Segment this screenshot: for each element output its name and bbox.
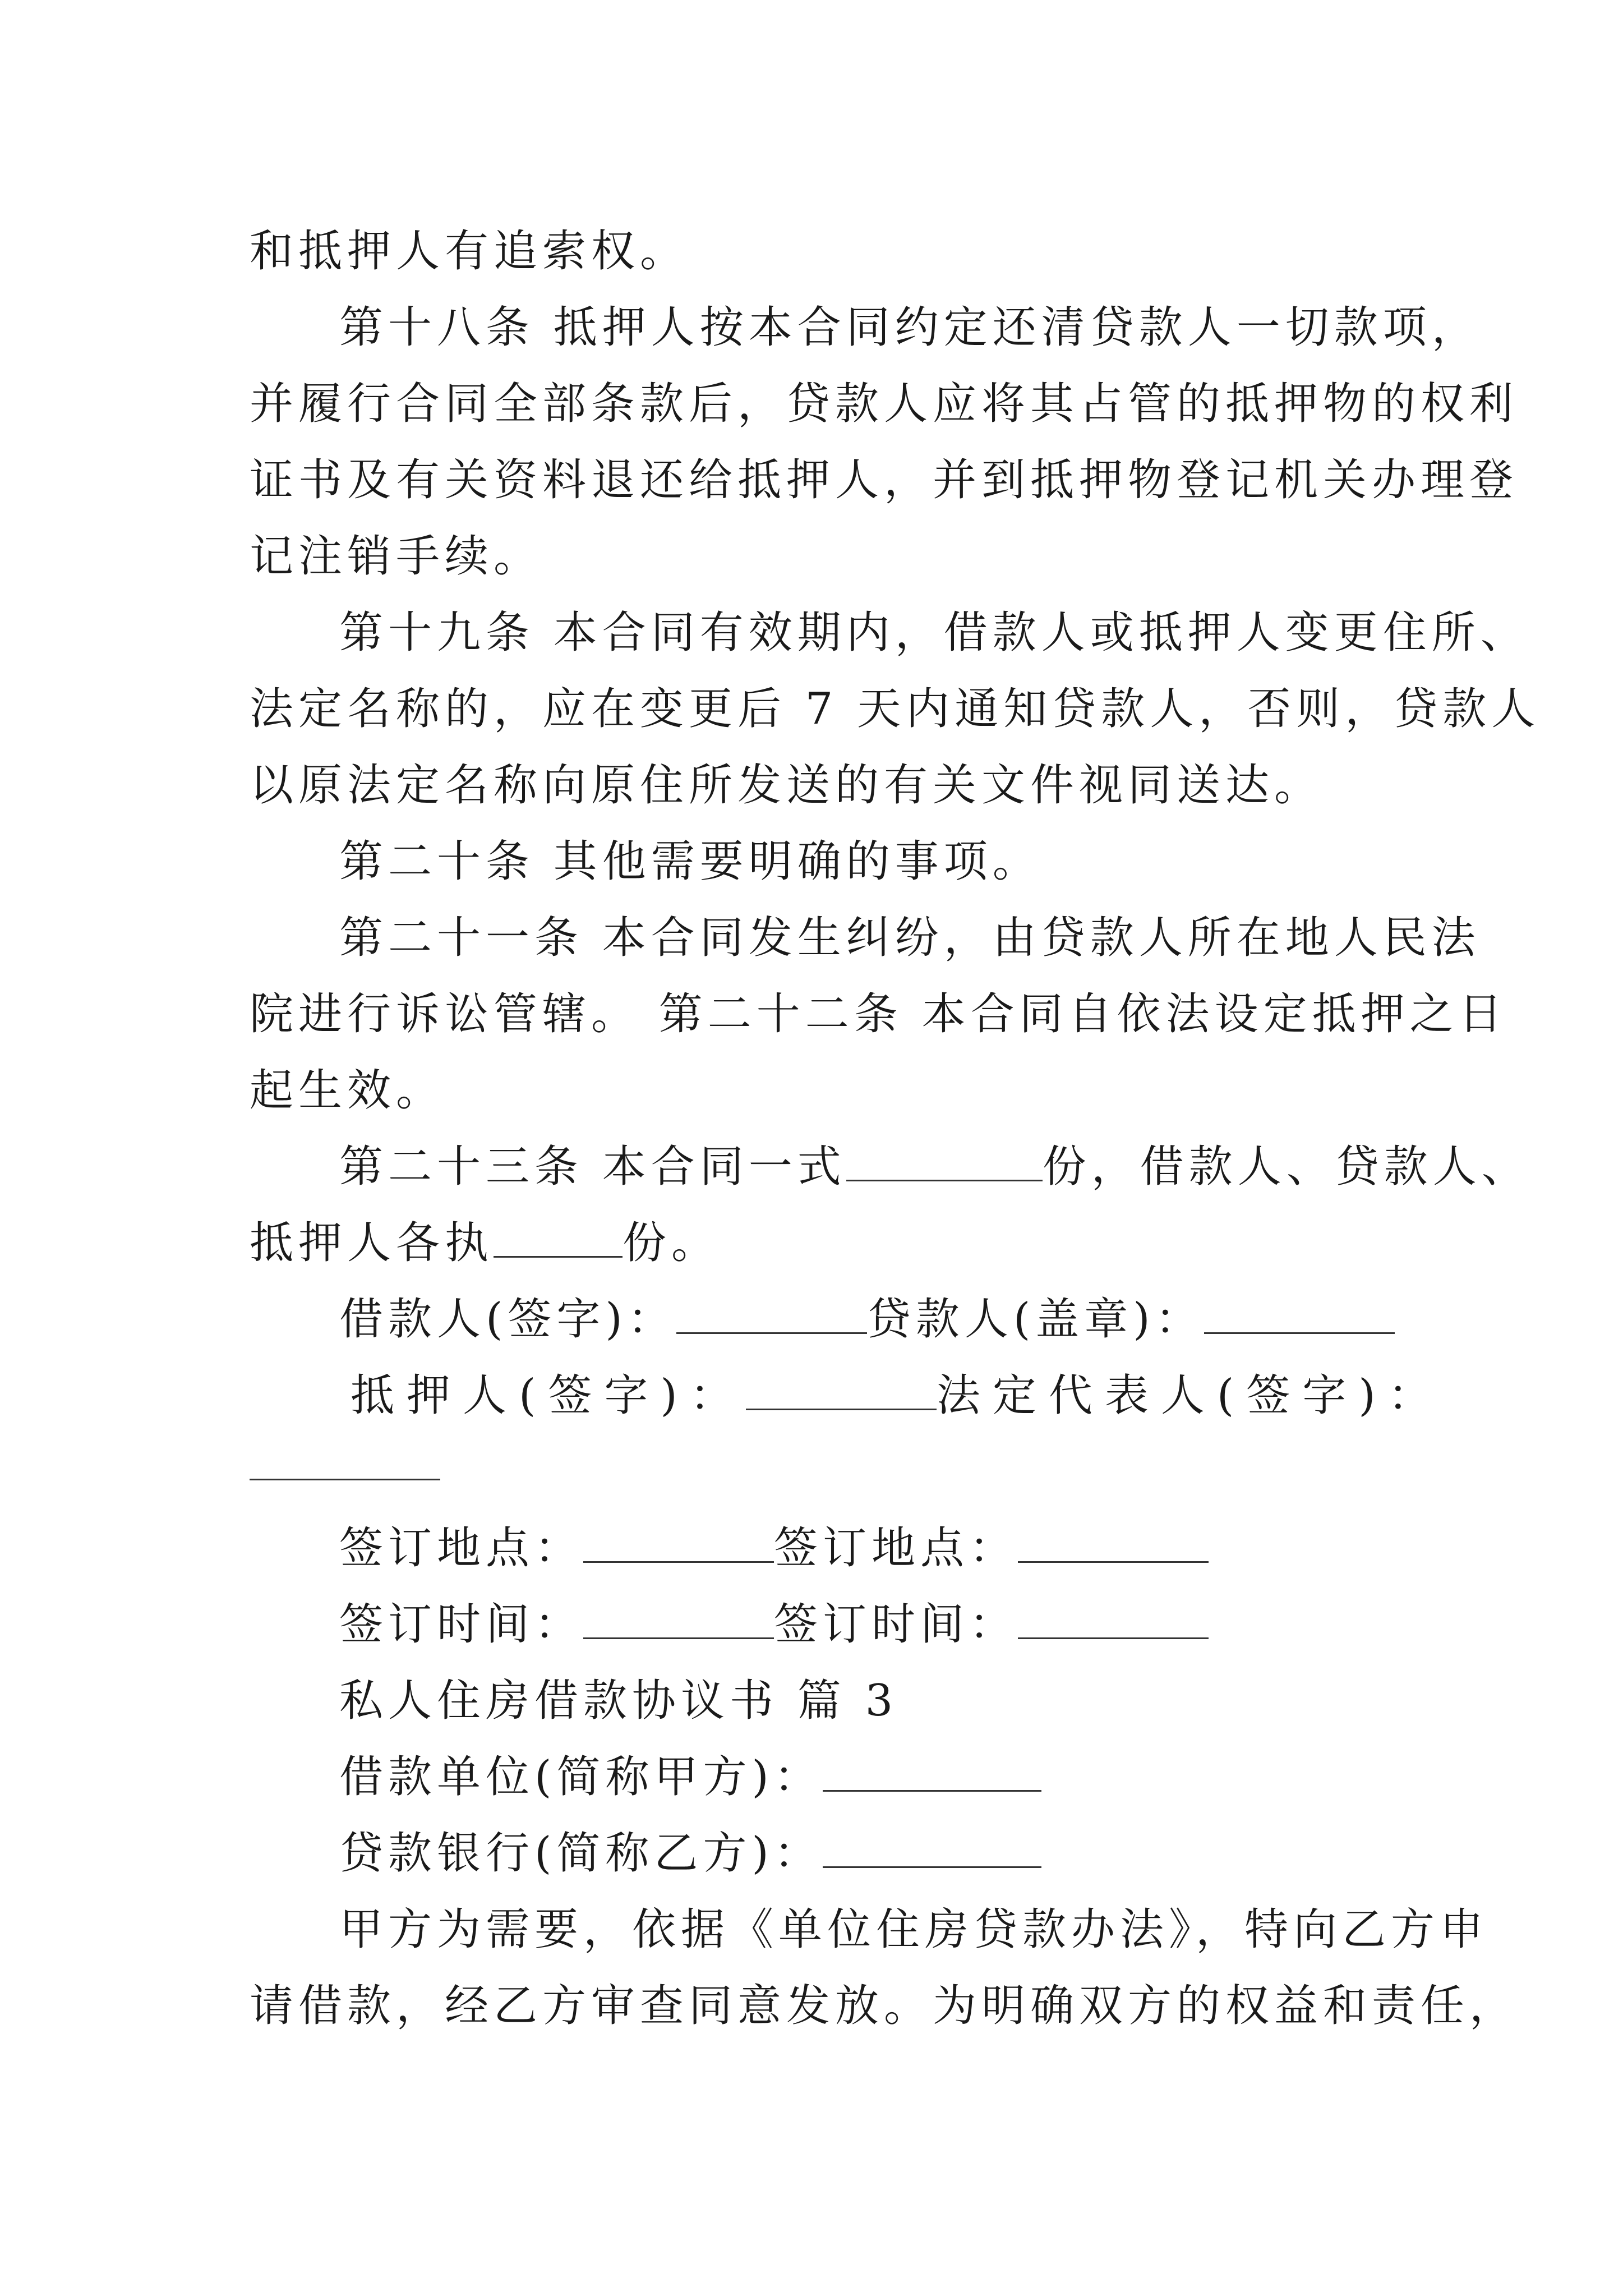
sign-place-blank-2[interactable] [1018,1522,1209,1563]
party-b-label: 贷款银行(简称乙方)： [339,1828,823,1879]
paragraph-line: 以原法定名称向原住所发送的有关文件视同送达。 [250,760,1324,811]
article-20: 第二十条 其他需要明确的事项。 [339,836,1041,887]
lender-seal-label: 贷款人(盖章)： [866,1294,1204,1345]
legal-rep-signature-blank[interactable] [250,1439,440,1480]
party-a-line [250,1739,1394,1815]
intro-paragraph-heading: 甲方为需要，依据《单位住房贷款办法》，特向乙方申 [339,1904,1489,1955]
lender-seal-blank[interactable] [1204,1293,1395,1334]
borrower-signature-blank[interactable] [676,1293,867,1334]
sign-place-label-2: 签订地点： [774,1523,1018,1573]
copies-total-blank[interactable] [846,1140,1043,1181]
article-23-text-cont: 份，借款人、贷款人、 [1042,1142,1530,1192]
article-18-heading: 第十八条 抵押人按本合同约定还清贷款人一切款项， [339,302,1481,353]
borrower-signature-label: 借款人(签字)： [339,1294,676,1345]
paragraph-line: 起生效。 [250,1065,445,1116]
sign-place-blank[interactable] [583,1522,774,1563]
signature-line-1 [250,1281,1394,1358]
sign-time-blank[interactable] [583,1598,774,1639]
copies-each-label: 抵押人各执 [250,1218,494,1268]
paragraph-line: 院进行诉讼管辖。 第二十二条 本合同自依法设定抵押之日 [250,989,1507,1039]
party-b-line [250,1815,1394,1892]
party-b-blank[interactable] [823,1827,1041,1868]
sign-time-label: 签订时间： [339,1599,584,1650]
mortgagor-signature-label: 抵押人(签字)： [351,1370,746,1421]
sign-place-label: 签订地点： [339,1523,584,1573]
party-a-label: 借款单位(简称甲方)： [339,1752,823,1802]
article-19-heading: 第十九条 本合同有效期内，借款人或抵押人变更住所、 [339,608,1529,658]
sign-time-blank-2[interactable] [1018,1598,1209,1639]
party-a-blank[interactable] [823,1751,1041,1792]
copies-each-line [250,1205,1394,1281]
signature-line-2 [250,1358,1444,1434]
copies-each-suffix: 份。 [623,1218,721,1268]
article-23-line [250,1129,1530,1205]
paragraph-line: 请借款，经乙方审查同意发放。为明确双方的权益和责任， [250,1981,1519,2031]
article-21-heading: 第二十一条 本合同发生纠纷，由贷款人所在地人民法 [339,913,1481,963]
legal-rep-signature-label: 法定代表人(签字)： [936,1370,1444,1421]
paragraph-line: 法定名称的，应在变更后 7 天内通知贷款人，否则，贷款人 [250,684,1541,734]
document-body [250,213,1541,2044]
sign-place-line [250,1510,1394,1586]
paragraph-line: 记注销手续。 [250,531,543,582]
sign-time-label-2: 签订时间： [774,1599,1018,1650]
legal-rep-signature-row [250,1434,1394,1510]
copies-each-blank[interactable] [494,1217,623,1258]
paragraph-line: 和抵押人有追索权。 [250,226,689,277]
paragraph-line: 并履行合同全部条款后，贷款人应将其占管的抵押物的权利 [250,379,1519,429]
mortgagor-signature-blank[interactable] [746,1369,937,1410]
paragraph-line: 证书及有关资料退还给抵押人，并到抵押物登记机关办理登 [250,455,1519,505]
article-23-text: 第二十三条 本合同一式 [339,1142,846,1192]
sign-time-line [250,1586,1394,1663]
section-title: 私人住房借款协议书 篇 3 [339,1676,898,1726]
